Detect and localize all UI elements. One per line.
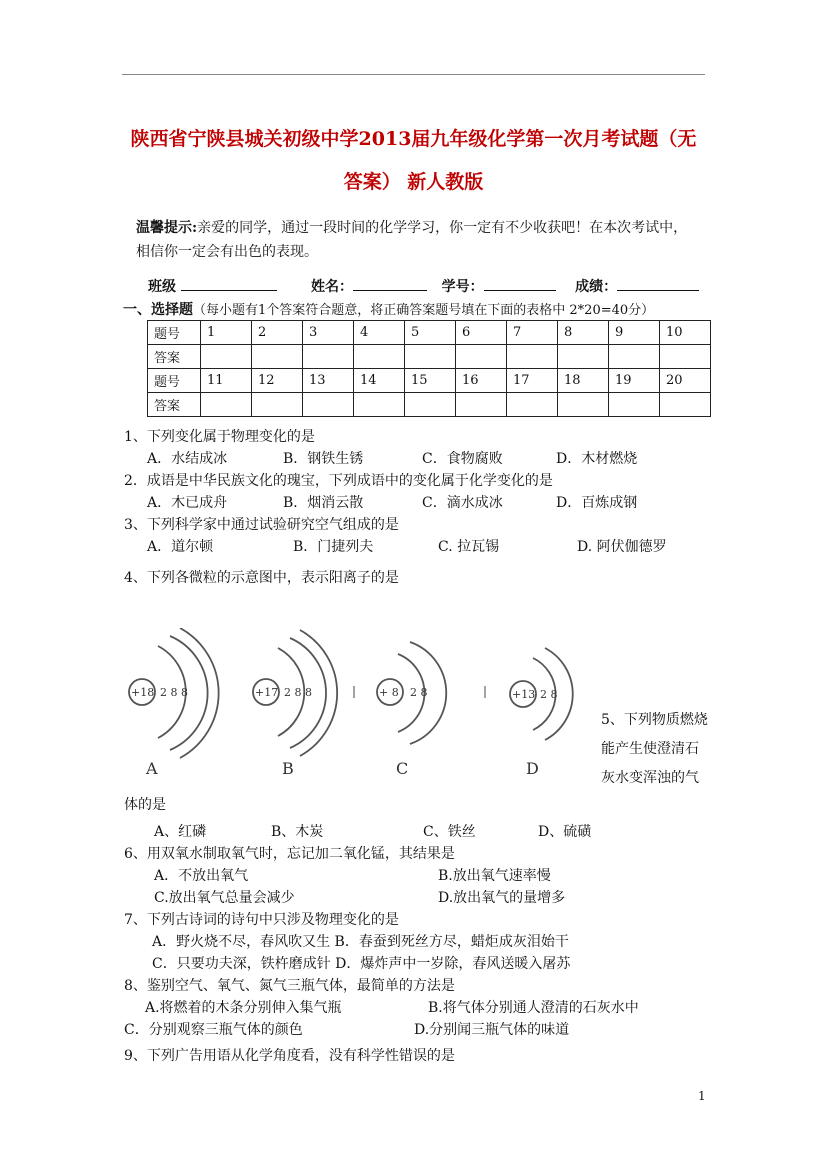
atom-b-shells: 2 8 8 xyxy=(284,686,312,699)
answer-cell[interactable] xyxy=(354,393,405,417)
q5-line-2: 能产生使澄清石 xyxy=(601,741,699,757)
row-label: 题号 xyxy=(148,321,201,345)
table-cell: 16 xyxy=(456,369,507,393)
answer-cell[interactable] xyxy=(405,345,456,369)
q8-option-b: B.将气体分别通人澄清的石灰水中 xyxy=(428,1000,639,1016)
q5-option-b: B、木炭 xyxy=(271,824,324,840)
answer-cell[interactable] xyxy=(609,345,660,369)
id-label: 学号： xyxy=(441,279,484,295)
question-1: 1、下列变化属于物理变化的是 xyxy=(124,429,315,445)
row-label: 答案 xyxy=(148,393,201,417)
table-cell: 19 xyxy=(609,369,660,393)
atom-a-nucleus: +18 xyxy=(131,686,155,699)
q6-option-d: D.放出氧气的量增多 xyxy=(438,890,566,906)
atom-a-shells: 2 8 8 xyxy=(160,686,188,699)
table-cell: 15 xyxy=(405,369,456,393)
row-label: 答案 xyxy=(148,345,201,369)
q2-option-b: B．烟消云散 xyxy=(283,495,364,511)
q5-line-1: 5、下列物质燃烧 xyxy=(601,712,708,728)
table-cell: 17 xyxy=(507,369,558,393)
question-8: 8、鉴别空气、氧气、氮气三瓶气体，最简单的方法是 xyxy=(124,978,455,994)
doc-title-line2: 答案） 新人教版 xyxy=(343,171,484,193)
answer-cell[interactable] xyxy=(660,393,711,417)
q3-option-b: B．门捷列夫 xyxy=(293,539,374,555)
answer-cell[interactable] xyxy=(507,393,558,417)
table-cell: 5 xyxy=(405,321,456,345)
q1-option-c: C．食物腐败 xyxy=(422,451,503,467)
answer-cell[interactable] xyxy=(303,345,354,369)
table-cell: 9 xyxy=(609,321,660,345)
q5-line-4: 体的是 xyxy=(124,797,166,813)
q2-option-a: A．木已成舟 xyxy=(147,495,228,511)
q8-option-c: C．分别观察三瓶气体的颜色 xyxy=(124,1022,303,1038)
table-cell: 1 xyxy=(201,321,252,345)
answer-cell[interactable] xyxy=(558,345,609,369)
table-cell: 11 xyxy=(201,369,252,393)
table-cell: 4 xyxy=(354,321,405,345)
atom-c-nucleus: + 8 xyxy=(379,686,399,699)
name-blank[interactable] xyxy=(353,276,427,291)
question-6: 6、用双氧水制取氧气时，忘记加二氧化锰，其结果是 xyxy=(124,846,455,862)
answer-cell[interactable] xyxy=(303,393,354,417)
section1-note: （每小题有1个答案符合题意，将正确答案题号填在下面的表格中 2*20=40分） xyxy=(193,303,655,318)
answer-cell[interactable] xyxy=(252,345,303,369)
name-label: 姓名： xyxy=(311,279,353,295)
q6-option-b: B.放出氧气速率慢 xyxy=(438,868,551,884)
tip-label: 温馨提示: xyxy=(136,220,198,236)
table-cell: 8 xyxy=(558,321,609,345)
answer-cell[interactable] xyxy=(456,393,507,417)
table-cell: 20 xyxy=(660,369,711,393)
table-cell: 18 xyxy=(558,369,609,393)
question-2: 2．成语是中华民族文化的瑰宝，下列成语中的变化属于化学变化的是 xyxy=(124,473,553,489)
table-cell: 7 xyxy=(507,321,558,345)
answer-cell[interactable] xyxy=(660,345,711,369)
table-cell: 2 xyxy=(252,321,303,345)
page-number: 1 xyxy=(698,1089,706,1103)
q6-option-a: A．不放出氧气 xyxy=(154,868,249,884)
table-cell: 12 xyxy=(252,369,303,393)
atom-diagrams xyxy=(120,628,600,778)
answer-cell[interactable] xyxy=(456,345,507,369)
row-label: 题号 xyxy=(148,369,201,393)
table-row xyxy=(148,321,711,345)
answer-cell[interactable] xyxy=(354,345,405,369)
answer-cell[interactable] xyxy=(609,393,660,417)
class-blank[interactable] xyxy=(181,276,277,291)
table-cell: 13 xyxy=(303,369,354,393)
q2-option-d: D．百炼成钢 xyxy=(556,495,638,511)
q1-option-b: B．钢铁生锈 xyxy=(283,451,364,467)
score-blank[interactable] xyxy=(617,276,699,291)
atom-d-shells: 2 8 xyxy=(540,688,558,701)
q7-options-ab: A．野火烧不尽，春风吹又生 B．春蚕到死丝方尽，蜡炬成灰泪始干 xyxy=(152,934,569,950)
q5-option-a: A、红磷 xyxy=(154,824,207,840)
answer-cell[interactable] xyxy=(201,393,252,417)
id-blank[interactable] xyxy=(484,276,556,291)
atom-d-nucleus: +13 xyxy=(512,688,536,701)
q8-option-a: A.将燃着的木条分别伸入集气瓶 xyxy=(145,1000,342,1016)
section1-heading xyxy=(123,299,654,319)
question-5-text xyxy=(601,706,721,793)
score-label: 成绩： xyxy=(575,279,618,295)
atom-a-letter: A xyxy=(146,759,158,778)
class-label: 班级 xyxy=(148,279,176,295)
q5-line-3: 灰水变浑浊的气 xyxy=(601,770,699,786)
q3-option-c: C. 拉瓦锡 xyxy=(438,539,500,555)
doc-title-line1: 陕西省宁陕县城关初级中学2013届九年级化学第一次月考试题（无 xyxy=(130,128,697,150)
section1-label: 一、选择题 xyxy=(123,302,193,318)
question-3: 3、下列科学家中通过试验研究空气组成的是 xyxy=(124,517,399,533)
tip-text-1: 亲爱的同学，通过一段时间的化学学习，你一定有不少收获吧！在本次考试中， xyxy=(197,220,688,236)
table-cell: 6 xyxy=(456,321,507,345)
q5-option-c: C、铁丝 xyxy=(423,824,476,840)
question-7: 7、下列古诗词的诗句中只涉及物理变化的是 xyxy=(124,912,399,928)
q3-option-a: A．道尔顿 xyxy=(147,539,214,555)
atom-b-nucleus: +17 xyxy=(255,686,279,699)
q8-option-d: D.分别闻三瓶气体的味道 xyxy=(414,1022,570,1038)
atom-b-letter: B xyxy=(282,759,294,778)
question-4: 4、下列各微粒的示意图中，表示阳离子的是 xyxy=(124,570,399,586)
q1-option-d: D．木材燃烧 xyxy=(556,451,638,467)
question-9: 9、下列广告用语从化学角度看，没有科学性错误的是 xyxy=(124,1048,455,1064)
table-cell: 10 xyxy=(660,321,711,345)
answer-cell[interactable] xyxy=(558,393,609,417)
q6-option-c: C.放出氧气总量会减少 xyxy=(154,890,295,906)
table-row xyxy=(148,369,711,393)
table-row xyxy=(148,393,711,417)
q1-option-a: A．水结成冰 xyxy=(147,451,228,467)
tip-text-2: 相信你一定会有出色的表现。 xyxy=(136,244,318,260)
answer-cell[interactable] xyxy=(405,393,456,417)
table-row xyxy=(148,345,711,369)
q2-option-c: C．滴水成冰 xyxy=(422,495,503,511)
answer-cell[interactable] xyxy=(252,393,303,417)
atom-c-shells: 2 8 xyxy=(410,686,428,699)
student-info-row xyxy=(148,276,699,296)
answer-cell[interactable] xyxy=(201,345,252,369)
table-cell: 14 xyxy=(354,369,405,393)
answer-cell[interactable] xyxy=(507,345,558,369)
q5-option-d: D、硫磺 xyxy=(538,824,592,840)
atom-d-letter: D xyxy=(526,759,539,778)
answer-table xyxy=(147,320,711,417)
q7-options-cd: C．只要功夫深，铁杵磨成针 D．爆炸声中一岁除，春风送暖入屠苏 xyxy=(152,956,571,972)
table-cell: 3 xyxy=(303,321,354,345)
tip-paragraph xyxy=(136,216,716,264)
q3-option-d: D. 阿伏伽德罗 xyxy=(577,539,667,555)
header-rule xyxy=(122,74,705,75)
atom-c-letter: C xyxy=(396,759,409,778)
